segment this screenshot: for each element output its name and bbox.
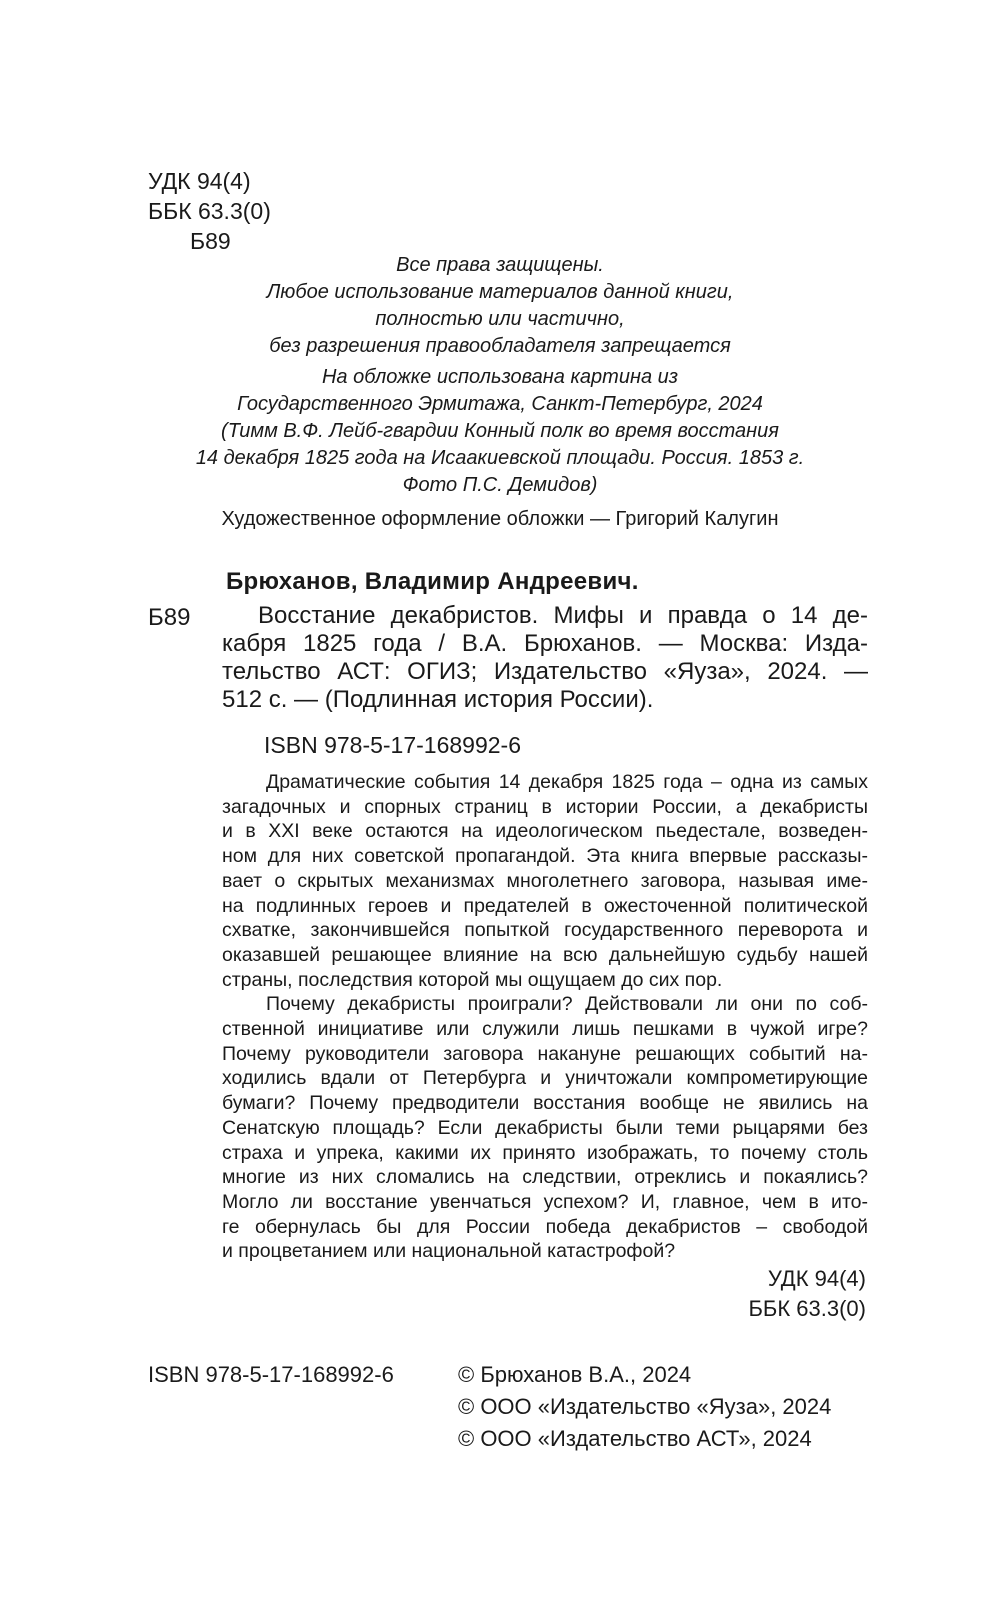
- copyright-line: © ООО «Издательство «Яуза», 2024: [458, 1394, 832, 1419]
- isbn: ISBN 978-5-17-168992-6: [264, 732, 521, 758]
- abstract-line: Почему декабристы проиграли? Действовали ли они по соб-: [266, 993, 868, 1016]
- copyright-line: © ООО «Издательство АСТ», 2024: [458, 1426, 812, 1451]
- author-heading: Брюханов, Владимир Андреевич.: [226, 568, 639, 595]
- bib-line: тельство АСТ: ОГИЗ; Издательство «Яуза», 2024. —: [222, 658, 868, 685]
- rights-notice: [130, 252, 870, 360]
- abstract-line: Сенатскую площадь? Если декабристы были теми рыцарями без: [222, 1116, 868, 1139]
- abstract-line: Почему руководители заговора накануне решающих событий на-: [222, 1042, 868, 1065]
- bib-line: 512 с. — (Подлинная история России).: [222, 686, 654, 713]
- abstract: [222, 770, 868, 1264]
- abstract-line: многие из них сломались на следствии, отреклись и покаялись?: [222, 1166, 868, 1189]
- rights-line: Все права защищены.: [396, 254, 604, 276]
- bib-line: Восстание декабристов. Мифы и правда о 14 де-: [258, 602, 868, 629]
- author-mark-side: Б89: [148, 604, 191, 631]
- abstract-line: страны, последствия которой мы ощущаем до сих пор.: [222, 968, 723, 991]
- abstract-line: на подлинных героев и предателей в ожесточенной политической: [222, 894, 868, 917]
- abstract-line: ге обернулась бы для России победа декабристов – свободой: [222, 1215, 868, 1238]
- copyright-line: © Брюханов В.А., 2024: [458, 1362, 692, 1387]
- abstract-line: Драматические события 14 декабря 1825 года – одна из самых: [266, 771, 868, 793]
- abstract-line: страха и упрека, какими их принято изображать, то почему столь: [222, 1141, 868, 1164]
- bbk-code: ББК 63.3(0): [148, 198, 271, 224]
- abstract-line: схватке, закончившейся попыткой государственного переворота и: [222, 919, 868, 942]
- abstract-line: Могло ли восстание увенчаться успехом? И, главное, чем в ито-: [222, 1190, 868, 1213]
- abstract-line: ходились вдали от Петербурга и уничтожали компрометирующие: [222, 1067, 868, 1090]
- abstract-line: загадочных и спорных страниц в истории России, а декабристы: [222, 795, 868, 818]
- abstract-line: ном для них советской пропагандой. Эта книга впервые рассказы-: [222, 845, 868, 868]
- abstract-line: и в XXI веке остаются на идеологическом пьедестале, возведен-: [222, 820, 868, 843]
- author-mark: Б89: [190, 228, 231, 254]
- udk-code: УДК 94(4): [148, 168, 251, 194]
- abstract-line: и процветанием или национальной катастрофой?: [222, 1240, 676, 1263]
- abstract-line: вает о скрытых механизмах многолетнего заговора, называя име-: [222, 869, 868, 892]
- abstract-line: бумаги? Почему предводители восстания вообще не явились на: [222, 1092, 868, 1115]
- abstract-line: ственной инициативе или служили лишь пешками в чужой игре?: [222, 1018, 868, 1041]
- udk-repeat: УДК 94(4): [767, 1266, 866, 1291]
- design-credit: Художественное оформление обложки — Григорий Калугин: [221, 508, 779, 530]
- cover-note: [130, 364, 870, 499]
- rights-line: Любое использование материалов данной книги,: [266, 281, 734, 303]
- cover-note-line: (Тимм В.Ф. Лейб-гвардии Конный полк во время восстания: [221, 420, 779, 442]
- bbk-repeat: ББК 63.3(0): [748, 1296, 866, 1321]
- bibliographic-description: [222, 602, 868, 714]
- bib-line: кабря 1825 года / В.А. Брюханов. — Москва: Изда-: [222, 630, 868, 657]
- rights-line: полностью или частично,: [375, 308, 625, 330]
- abstract-line: оказавшей решающее влияние на всю дальнейшую судьбу нашей: [222, 943, 868, 966]
- cover-note-line: Государственного Эрмитажа, Санкт-Петербург, 2024: [237, 393, 763, 415]
- cover-note-line: На обложке использована картина из: [321, 366, 679, 388]
- footer-isbn: ISBN 978-5-17-168992-6: [148, 1362, 394, 1387]
- cover-note-line: 14 декабря 1825 года на Исаакиевской площади. Россия. 1853 г.: [195, 447, 805, 469]
- cover-note-line: Фото П.С. Демидов): [402, 474, 598, 496]
- rights-line: без разрешения правообладателя запрещается: [269, 335, 731, 357]
